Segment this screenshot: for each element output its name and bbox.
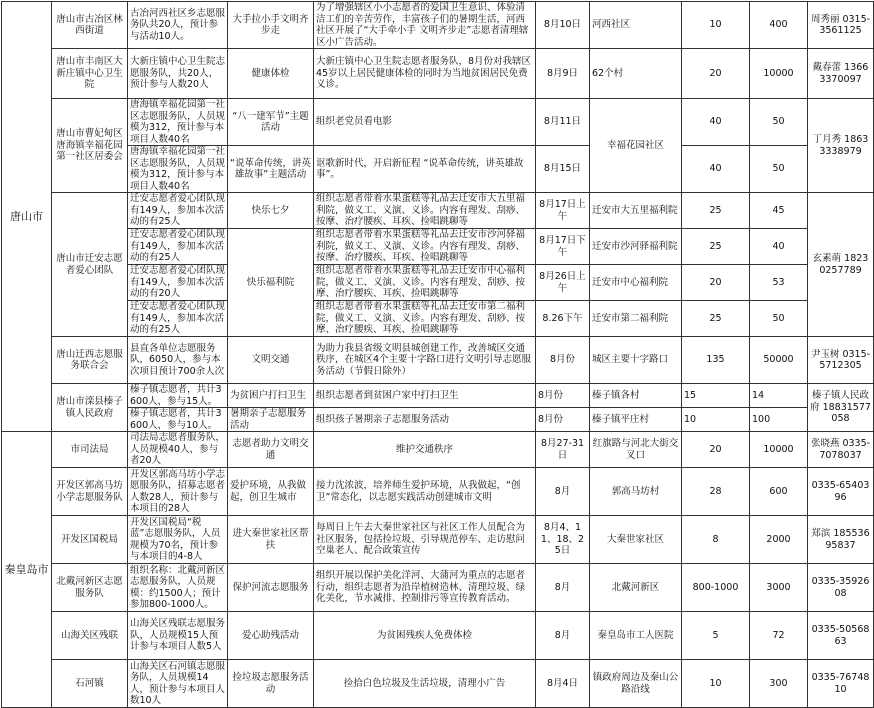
table-row [2,432,874,468]
team-cell: 唐海镇幸福花园第一社区志愿服务队，人员规模为312，预计参与本项目人数40名 [128,146,228,193]
activity-cell: 快乐福利院 [228,229,314,337]
volunteers-cell: 8 [682,516,750,564]
contact-cell: 张晓燕 0335-7078037 [808,432,874,468]
table-row [2,337,874,384]
beneficiaries-cell: 50000 [750,337,808,384]
activity-cell: 志愿者助力文明交通 [228,432,314,468]
beneficiaries-cell: 600 [750,468,808,516]
content-cell: 每周日上午去大秦世家社区与社区工作人员配合为社区服务，包括捡垃圾、引导规范停车、走访慰问空巢老人、配合政策宣传 [314,516,536,564]
beneficiaries-cell: 50 [750,99,808,146]
place-cell: 北戴河新区 [590,564,682,612]
content-cell: 维护交通秩序 [314,432,536,468]
content-cell: 组织志愿者带着水果蛋糕等礼品去迁安市第二福利院，做义工、义演、义诊。内容有理发、刮痧、按摩、治疗腰疾、耳疾、捡唱跳聊等 [314,301,536,337]
beneficiaries-cell: 40 [750,229,808,265]
team-cell: 开发区国税局“税蓝”志愿服务队，人员规模为70名，预计参与本项目的4-8人 [128,516,228,564]
content-cell: 组织志愿者带着水果蛋糕等礼品去迁安市大五里福利院，做义工、义演、义诊。内容有理发、刮痧、按摩、治疗腰疾、耳疾、捡唱跳聊等 [314,193,536,229]
team-cell: 组织名称：北戴河新区志愿服务队，人员规模：约1500人；预计参加800-1000人。 [128,564,228,612]
table-row [2,265,874,301]
team-cell: 古冶河西社区乡志愿服务队共20人，预计参与活动10人。 [128,2,228,49]
date-cell: 8月10日 [536,2,590,49]
table-row [2,229,874,265]
place-cell: 郭高马坊村 [590,468,682,516]
place-cell: 榛子镇平庄村 [590,408,682,432]
content-cell: 接力沈浓波，培养师生爱护环境，从我做起，“创卫”常态化，以志愿实践活动创建城市文明 [314,468,536,516]
org-cell: 唐山市丰南区大新庄镇中心卫生院 [52,49,128,99]
volunteers-cell: 25 [682,193,750,229]
date-cell: 8月27-31日 [536,432,590,468]
place-cell: 河西社区 [590,2,682,49]
date-cell: 8月15日 [536,146,590,193]
beneficiaries-cell: 3000 [750,564,808,612]
volunteer-activities-table [1,1,874,708]
place-cell: 镇政府周边及秦山公路沿线 [590,660,682,708]
activity-cell: 捡垃圾志愿服务活动 [228,660,314,708]
date-cell: 8月26日上午 [536,265,590,301]
content-cell: 大新庄镇中心卫生院志愿者服务队，8月份对我辖区45岁以上居民健康体检的同时为当地贫困居民免费义诊。 [314,49,536,99]
place-cell: 红旗路与河北大街交叉口 [590,432,682,468]
org-cell: 北戴河新区志愿服务队 [52,564,128,612]
volunteers-cell: 10 [682,408,750,432]
content-cell: 组织志愿者带着水果蛋糕等礼品去迁安市中心福利院，做义工、义演、义诊。内容有理发、刮痧、按摩、治疗腰疾、耳疾、捡唱跳聊等 [314,265,536,301]
date-cell: 8月份 [536,408,590,432]
team-cell: 榛子镇志愿者，共计3600人，参与10人。 [128,408,228,432]
team-cell: 大新庄镇中心卫生院志愿服务队，共20人，预计参与人数20人 [128,49,228,99]
date-cell: 8月9日 [536,49,590,99]
contact-cell: 玄素萌 18230257789 [808,193,874,337]
contact-cell: 尹玉树 0315-5712305 [808,337,874,384]
activity-cell: 暑期亲子志愿服务活动 [228,408,314,432]
org-cell: 唐山市古冶区林西街道 [52,2,128,49]
volunteers-cell: 5 [682,612,750,660]
volunteers-cell: 25 [682,301,750,337]
table-row [2,564,874,612]
place-cell: 迁安市大五里福利院 [590,193,682,229]
team-cell: 司法局志愿者服务队，人员规模40人，参与者20人 [128,432,228,468]
table-row [2,408,874,432]
table-row [2,49,874,99]
content-cell: 捡拾白色垃圾及生活垃圾，清理小广告 [314,660,536,708]
place-cell: 62个村 [590,49,682,99]
content-cell: 为贫困残疾人免费体检 [314,612,536,660]
contact-cell: 榛子镇人民政府 18831577058 [808,384,874,432]
activity-cell: 文明交通 [228,337,314,384]
beneficiaries-cell: 53 [750,265,808,301]
volunteers-cell: 20 [682,49,750,99]
activity-cell: 保护河流志愿服务 [228,564,314,612]
team-cell: 迁安志愿者爱心团队现有149人，参加本次活动的有20人 [128,265,228,301]
city-cell: 秦皇岛市 [2,432,52,708]
volunteers-cell: 20 [682,432,750,468]
volunteers-cell: 25 [682,229,750,265]
place-cell: 迁安市沙河驿福利院 [590,229,682,265]
content-cell: 讴歌新时代，开启新征程 “说革命传统，讲英雄故事”。 [314,146,536,193]
table-row [2,2,874,49]
date-cell: 8月17日上午 [536,193,590,229]
table-row [2,516,874,564]
activity-cell: 快乐七夕 [228,193,314,229]
volunteers-cell: 10 [682,2,750,49]
team-cell: 榛子镇志愿者，共计3600人，参与15人。 [128,384,228,408]
org-cell: 开发区国税局 [52,516,128,564]
contact-cell: 丁月秀 18633338979 [808,99,874,193]
contact-cell: 郑滨 18553695837 [808,516,874,564]
volunteers-cell: 40 [682,99,750,146]
volunteers-cell: 40 [682,146,750,193]
beneficiaries-cell: 10000 [750,49,808,99]
contact-cell: 0335-5056863 [808,612,874,660]
beneficiaries-cell: 300 [750,660,808,708]
volunteers-cell: 20 [682,265,750,301]
beneficiaries-cell: 400 [750,2,808,49]
place-cell: 大秦世家社区 [590,516,682,564]
date-cell: 8月4、11、18、25日 [536,516,590,564]
team-cell: 唐海镇幸福花园第一社区志愿服务队，人员规模为312，预计参与本项目人数40名 [128,99,228,146]
table-row [2,468,874,516]
activity-cell: 爱护环境，从我做起，创卫生城市 [228,468,314,516]
place-cell: 秦皇岛市工人医院 [590,612,682,660]
place-cell: 榛子镇各村 [590,384,682,408]
org-cell: 唐山迁西志愿服务联合会 [52,337,128,384]
table-row [2,301,874,337]
beneficiaries-cell: 45 [750,193,808,229]
place-cell: 幸福花园社区 [590,99,682,193]
beneficiaries-cell: 100 [750,408,808,432]
table-row [2,146,874,193]
place-cell: 迁安市第二福利院 [590,301,682,337]
activity-cell: “八一建军节”主题活动 [228,99,314,146]
date-cell: 8月11日 [536,99,590,146]
content-cell: 组织志愿者到贫困户家中打扫卫生 [314,384,536,408]
team-cell: 山海关区石河镇志愿服务队，人员规模14人，预计参与本项目人数10人 [128,660,228,708]
date-cell: 8月17日下午 [536,229,590,265]
date-cell: 8月份 [536,384,590,408]
volunteers-cell: 800-1000 [682,564,750,612]
table-row [2,99,874,146]
team-cell: 迁安志愿者爱心团队现有149人，参加本次活动的有25人 [128,229,228,265]
org-cell: 山海关区残联 [52,612,128,660]
city-cell: 唐山市 [2,2,52,432]
org-cell: 市司法局 [52,432,128,468]
activity-cell: 为贫困户打扫卫生 [228,384,314,408]
activity-cell: 进大秦世家社区帮扶 [228,516,314,564]
date-cell: 8月4日 [536,660,590,708]
contact-cell: 戴春蕾 13663370097 [808,49,874,99]
beneficiaries-cell: 2000 [750,516,808,564]
place-cell: 迁安市中心福利院 [590,265,682,301]
volunteers-cell: 135 [682,337,750,384]
activity-cell: 爱心助残活动 [228,612,314,660]
beneficiaries-cell: 50 [750,301,808,337]
org-cell: 开发区郭高马坊小学志愿服务队 [52,468,128,516]
beneficiaries-cell: 50 [750,146,808,193]
volunteers-cell: 10 [682,660,750,708]
date-cell: 8.26下午 [536,301,590,337]
date-cell: 8月 [536,612,590,660]
date-cell: 8月份 [536,337,590,384]
team-cell: 迁安志愿者爱心团队现有149人，参加本次活动的有25人 [128,301,228,337]
org-cell: 唐山市曹妃甸区唐海镇幸福花园第一社区居委会 [52,99,128,193]
team-cell: 迁安志愿者爱心团队现有149人，参加本次活动的有25人 [128,193,228,229]
beneficiaries-cell: 14 [750,384,808,408]
org-cell: 唐山市迁安志愿者爱心团队 [52,193,128,337]
table-row [2,660,874,708]
volunteers-cell: 28 [682,468,750,516]
beneficiaries-cell: 72 [750,612,808,660]
content-cell: 组织开展以保护美化洋河、大蒲河为重点的志愿者行动，组织志愿者为沿岸植树造林、清理垃圾、绿化美化，节水减排、控制排污等宣传教育活动。 [314,564,536,612]
team-cell: 山海关区残联志愿服务队，人员规模15人预计参与本项目人数5人 [128,612,228,660]
org-cell: 石河镇 [52,660,128,708]
place-cell: 城区主要十字路口 [590,337,682,384]
content-cell: 组织老党员看电影 [314,99,536,146]
content-cell: 组织孩子暑期亲子志愿服务活动 [314,408,536,432]
table-row [2,384,874,408]
org-cell: 唐山市滦县榛子镇人民政府 [52,384,128,432]
contact-cell: 0335-7674810 [808,660,874,708]
contact-cell: 0335-6540396 [808,468,874,516]
contact-cell: 0335-3592608 [808,564,874,612]
contact-cell: 周秀丽 0315-3561125 [808,2,874,49]
team-cell: 开发区郭高马坊小学志愿服务队，招募志愿者人数28人，预计参与本项目的28人 [128,468,228,516]
activity-cell: 健康体检 [228,49,314,99]
table-row [2,193,874,229]
content-cell: 组织志愿者带着水果蛋糕等礼品去迁安市沙河驿福利院，做义工、义演、义诊。内容有理发、刮痧、按摩、治疗腰疾、耳疾、捡唱跳聊等 [314,229,536,265]
content-cell: 为了增强辖区小小志愿者的爱国卫生意识、体验清洁工们的辛苦劳作，丰富孩子们的暑期生活，河西社区开展了“大手牵小手 文明齐步走”志愿者清理辖区小广告活动。 [314,2,536,49]
activity-cell: 大手拉小手文明齐步走 [228,2,314,49]
date-cell: 8月 [536,564,590,612]
team-cell: 县直各单位志愿服务队，6050人，参与本次项目预计700余人次 [128,337,228,384]
table-row [2,612,874,660]
beneficiaries-cell: 10000 [750,432,808,468]
activity-cell: “说革命传统，讲英雄故事”主题活动 [228,146,314,193]
volunteers-cell: 15 [682,384,750,408]
date-cell: 8月 [536,468,590,516]
content-cell: 为助力我县省级文明县城创建工作，改善城区交通秩序，在城区4个主要十字路口进行文明引导志愿服务活动（节假日除外） [314,337,536,384]
